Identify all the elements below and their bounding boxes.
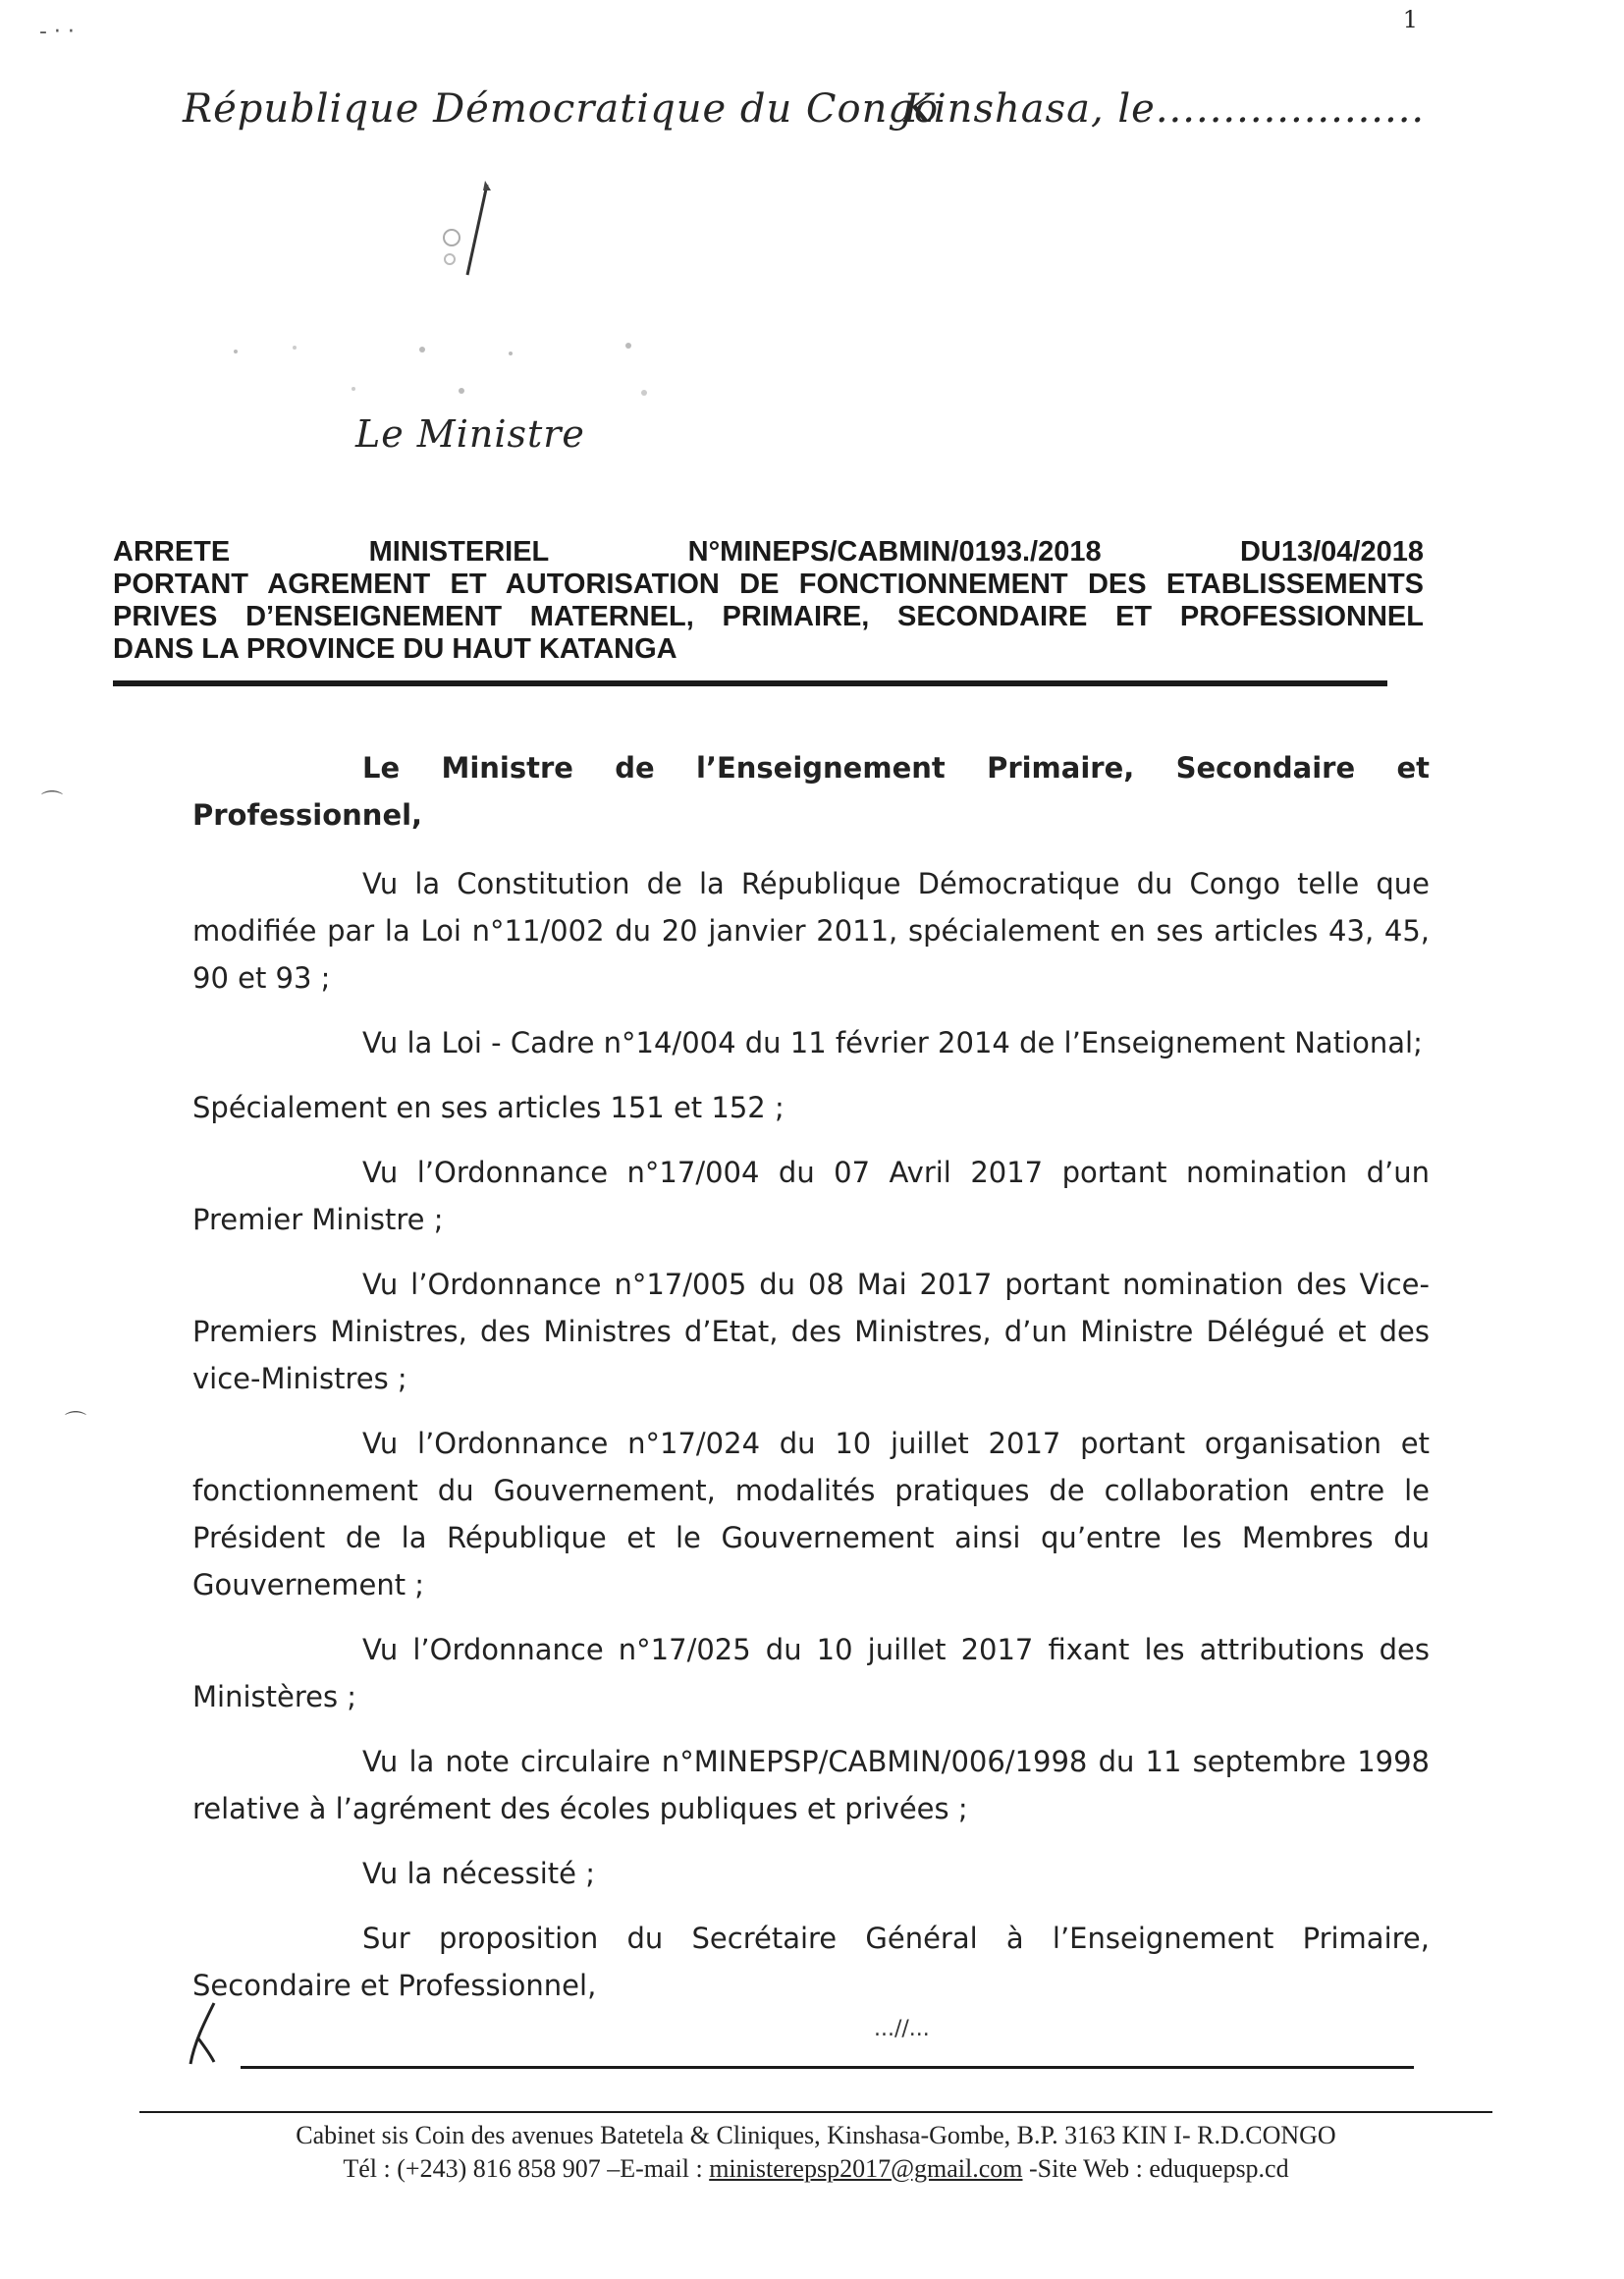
decree-subject-line-2: PRIVES D’ENSEIGNEMENT MATERNEL, PRIMAIRE, SECONDAIRE ET PROFESSIONNEL [113,601,1424,632]
footer-contact [139,2152,1492,2186]
footer [139,2119,1492,2186]
recital-ordonnance-024: Vu l’Ordonnance n°17/024 du 10 juillet 2017 portant organisation et fonctionnement du Gouvernement, modalités pratiques de collaboration entre le Président de la République et le Gouvernement ainsi qu’entre les Membres du Gouvernement ; [192,1427,1430,1601]
margin-mark: ⌒ [41,790,64,815]
recital-proposition: Sur proposition du Secrétaire Général à l’Enseignement Primaire, Secondaire et Professionnel, [192,1922,1430,2002]
decree-title-block [113,536,1424,666]
footer-website: -Site Web : eduquepsp.cd [1022,2154,1289,2183]
page-number: 1 [1402,6,1418,33]
minister-lead: Le Ministre de l’Enseignement Primaire, Secondaire et Professionnel, [192,751,1430,832]
republic-heading: République Démocratique du Congo [183,86,940,132]
faded-seal-marks [216,334,668,412]
decree-subject-line-1: PORTANT AGREMENT ET AUTORISATION DE FONCTIONNEMENT DES ETABLISSEMENTS [113,569,1424,600]
recital-necessite: Vu la nécessité ; [362,1857,595,1890]
footer-email-link[interactable]: ministerepsp2017@gmail.com [709,2154,1023,2183]
recital-ordonnance-025: Vu l’Ordonnance n°17/025 du 10 juillet 2017 fixant les attributions des Ministères ; [192,1633,1430,1713]
footer-address: Cabinet sis Coin des avenues Batetela & Cliniques, Kinshasa-Gombe, B.P. 3163 KIN I- R.D.CONGO [296,2121,1336,2149]
recital-constitution: Vu la Constitution de la République Démocratique du Congo telle que modifiée par la Loi n°11/002 du 20 janvier 2011, spécialement en ses articles 43, 45, 90 et 93 ; [192,867,1430,995]
decree-word-ministeriel: MINISTERIEL [368,536,550,568]
place-date-line: Kinshasa, le.................... [903,86,1426,132]
footer-rule [139,2111,1492,2113]
minister-title: Le Ministre [355,412,585,456]
recital-loi-cadre: Vu la Loi - Cadre n°14/004 du 11 février 2014 de l’Enseignement National; [362,1026,1423,1059]
decree-word-arrete: ARRETE [113,536,231,568]
decree-number: N°MINEPS/CABMIN/0193./2018 [687,536,1102,568]
footer-phone: Tél : (+243) 816 858 907 –E-mail : [343,2154,710,2183]
title-underline [113,680,1387,686]
decree-date: DU13/04/2018 [1239,536,1424,568]
recital-note-circulaire: Vu la note circulaire n°MINEPSP/CABMIN/006/1998 du 11 septembre 1998 relative à l’agrément des écoles publiques et privées ; [192,1745,1430,1825]
continuation-mark: ...//... [874,2017,930,2041]
decree-body [192,744,1430,2027]
recital-articles: Spécialement en ses articles 151 et 152 ; [192,1091,785,1124]
initials-paraphe [185,1999,224,2068]
coat-of-arms-emblem [422,177,501,295]
decree-subject-line-3: DANS LA PROVINCE DU HAUT KATANGA [113,633,677,665]
recital-ordonnance-004: Vu l’Ordonnance n°17/004 du 07 Avril 2017 portant nomination d’un Premier Ministre ; [192,1156,1430,1236]
decree-number-line [113,536,1424,569]
scan-speck: - · · [39,20,75,44]
signature-line [241,2066,1414,2069]
recital-ordonnance-005: Vu l’Ordonnance n°17/005 du 08 Mai 2017 portant nomination des Vice-Premiers Ministres, des Ministres d’Etat, des Ministres, d’un Ministre Délégué et des vice-Ministres ; [192,1268,1430,1395]
margin-mark: ⌒ [65,1411,87,1436]
